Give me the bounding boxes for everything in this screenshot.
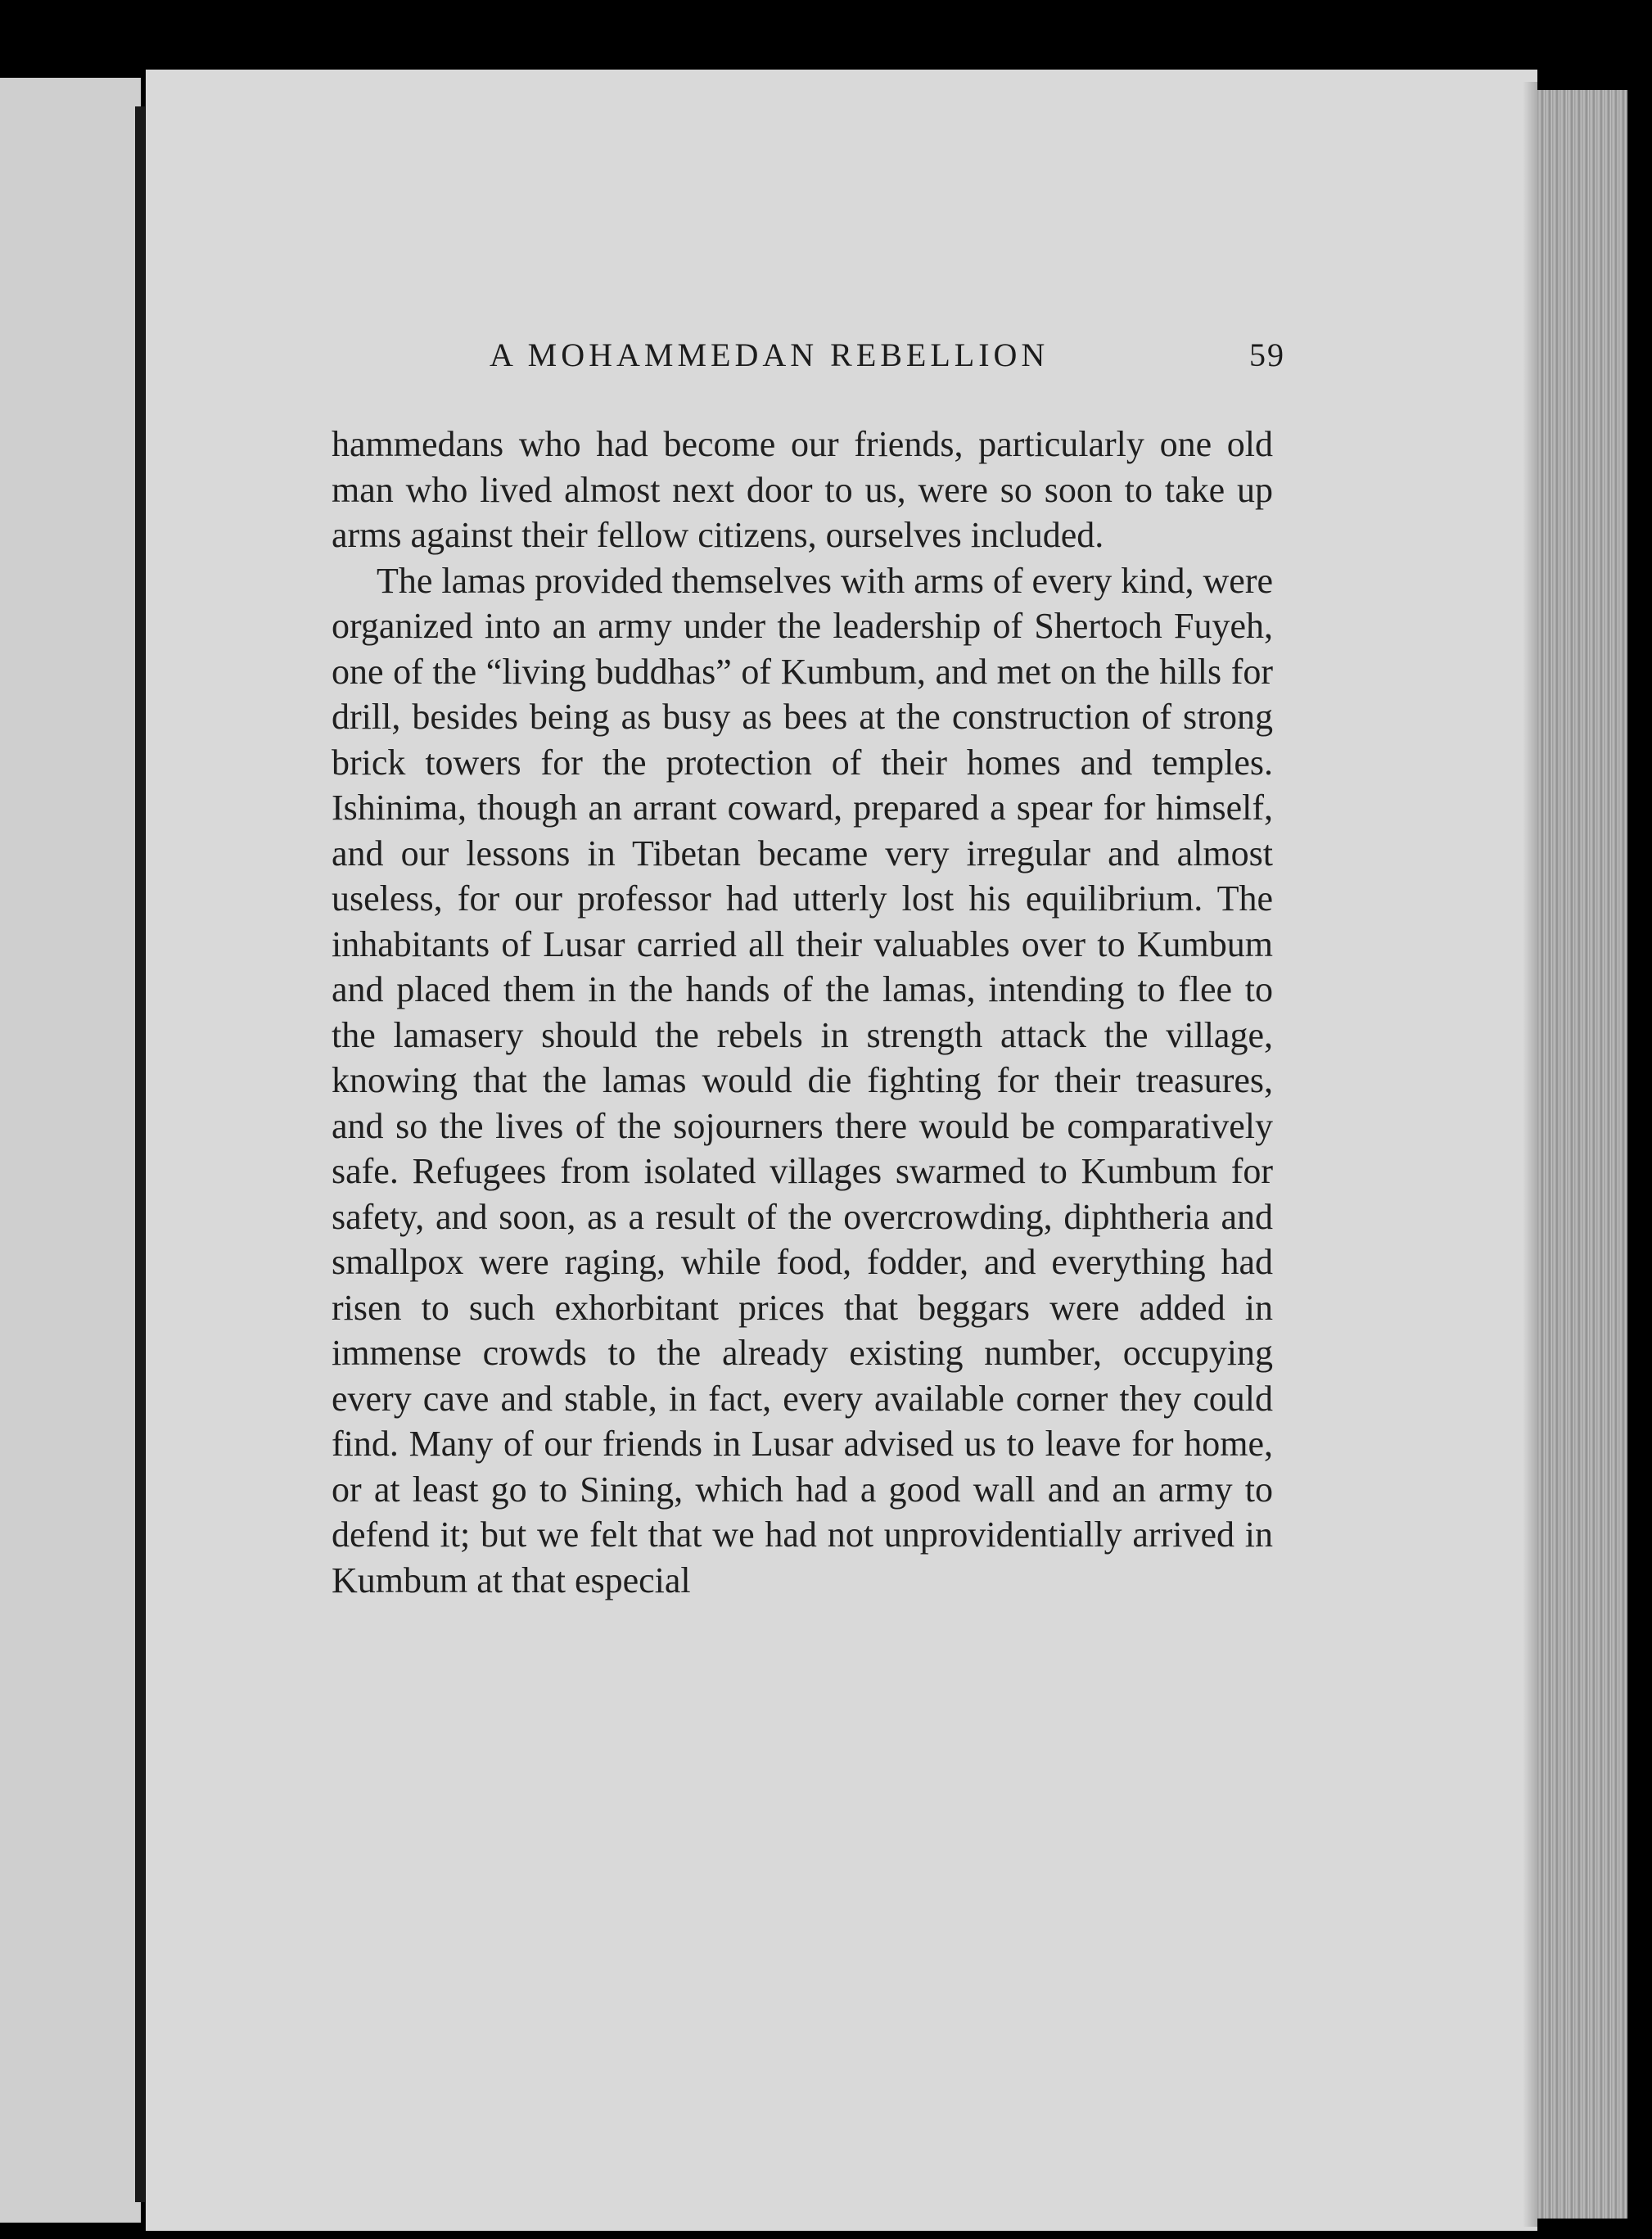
page-number: 59 — [1249, 336, 1285, 373]
running-head: A MOHAMMEDAN REBELLION — [490, 336, 1049, 373]
page-header — [490, 336, 1285, 385]
body-text — [332, 422, 1273, 1603]
page-stack-edge — [1537, 90, 1627, 2219]
paragraph-1: hammedans who had become our friends, particularly one old man who lived almost next door to us, were so soon to take up arms against their fellow citizens, ourselves included. — [332, 424, 1273, 555]
left-page — [0, 78, 141, 2223]
paragraph-2: The lamas provided themselves with arms of every kind, were organized into an army under the leadership of Shertoch Fuyeh, one of the “living buddhas” of Kumbum, and met on the hills for drill, besides being as busy as bees at the construction of strong brick towers for the protection of their homes and temples. Ishinima, though an arrant coward, prepared a spear for himself, and our lessons in Tibetan became very irregular and almost useless, for our professor had utterly lost his equilibrium. The inhabitants of Lusar carried all their valuables over to Kumbum and placed them in the hands of the lamas, intending to flee to the lamasery should the rebels in strength attack the village, knowing that the lamas would die fighting for their treasures, and so the lives of the sojourners there would be comparatively safe. Refugees from isolated villages swarmed to Kumbum for safety, and soon, as a result of the overcrowding, diphtheria and smallpox were raging, while food, fodder, and everything had risen to such exhorbitant prices that beggars were added in immense crowds to the already existing number, occupying every cave and stable, in fact, every available corner they could find. Many of our friends in Lusar advised us to leave for home, or at least go to Sining, which had a good wall and an army to defend it; but we felt that we had not unprovidentially arrived in Kumbum at that especial — [332, 560, 1273, 1600]
left-page-edge — [135, 106, 145, 2202]
